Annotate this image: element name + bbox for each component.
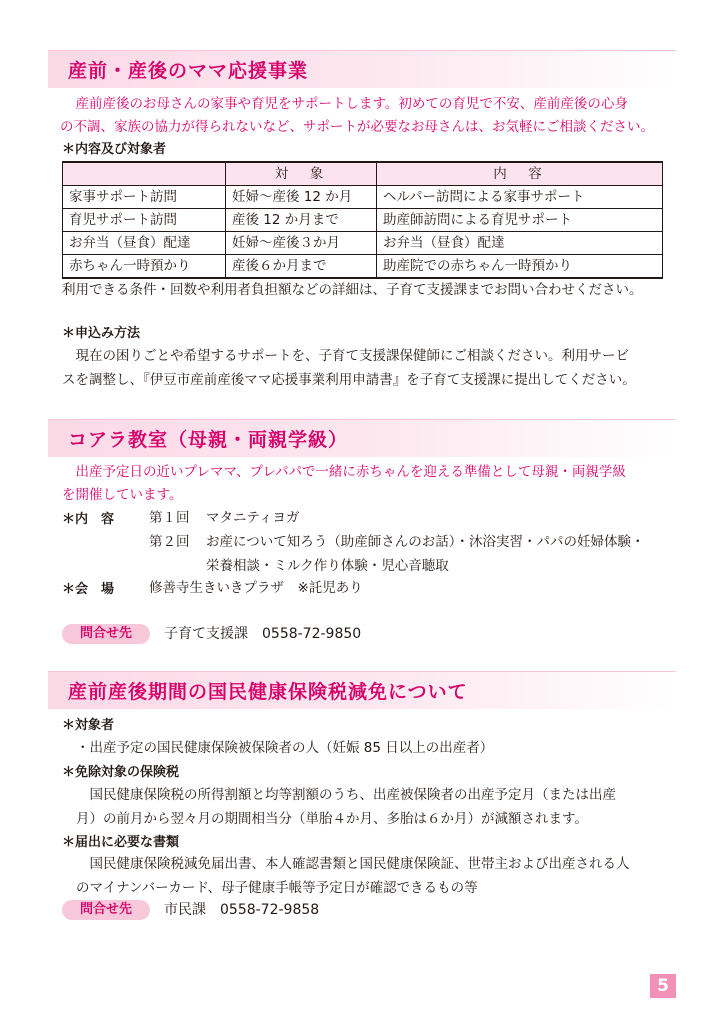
exempt-line: 国民健康保険税の所得割額と均等割額のうち、出産被保険者の出産予定月（または出産 <box>76 787 616 803</box>
session-text <box>206 530 644 578</box>
table-cell: 妊婦～産後３か月 <box>226 232 377 255</box>
table-row <box>63 186 663 209</box>
section-header-support <box>48 50 676 88</box>
session-number: 第１回 <box>149 510 190 526</box>
session-text: マタニティヨガ <box>206 510 300 526</box>
table-cell: 育児サポート訪問 <box>63 209 226 232</box>
table-cell: 産後６か月まで <box>226 255 377 279</box>
table-cell: 助産院での赤ちゃん一時預かり <box>377 255 663 279</box>
intro-line: 産前産後のお母さんの家事や育児をサポートします。初めての育児で不安、産前産後の心身 <box>62 96 628 112</box>
exempt-line: 月）の前月から翌々月の期間相当分（単胎４か月、多胎は６か月）が減額されます。 <box>76 811 588 827</box>
section-title: 産前・産後のママ応援事業 <box>68 60 309 82</box>
apply-label: ＊申込み方法 <box>62 326 141 341</box>
section-title: 産前産後期間の国民健康保険税減免について <box>68 681 468 703</box>
content-label: ＊内容及び対象者 <box>62 142 167 157</box>
intro-line: の不調、家族の協力が得られないなど、サポートが必要なお母さんは、お気軽にご相談ください。 <box>60 119 654 135</box>
table-header-cell: 対 象 <box>226 162 377 186</box>
table-cell: ヘルパー訪問による家事サポート <box>377 186 663 209</box>
table-cell: 妊婦～産後 12 か月 <box>226 186 377 209</box>
intro-line: を開催しています。 <box>62 487 183 503</box>
table-cell: お弁当（昼食）配達 <box>377 232 663 255</box>
section-title: コアラ教室（母親・両親学級） <box>68 429 349 451</box>
section-header-class <box>48 419 676 457</box>
exempt-label: ＊免除対象の保険税 <box>62 765 180 780</box>
service-table <box>62 161 663 279</box>
session-line: お産について知ろう（助産師さんのお話）・沐浴実習・パパの妊婦体験・ <box>206 534 645 550</box>
apply-line: 現在の困りごとや希望するサポートを、子育て支援課保健師にご相談ください。利用サービ <box>62 348 629 364</box>
table-header-row <box>63 162 663 186</box>
docs-line: のマイナンバーカード、母子健康手帳等予定日が確認できるもの等 <box>76 880 478 896</box>
table-header-cell <box>63 162 226 186</box>
apply-line: スを調整し、『伊豆市産前産後ママ応援事業利用申請書』を子育て支援課に提出してください。 <box>62 372 636 388</box>
apply-text <box>62 344 678 392</box>
contact-text: 市民課 0558-72-9858 <box>164 902 320 918</box>
docs-text <box>76 852 678 900</box>
intro-paragraph <box>62 461 678 507</box>
table-cell: お弁当（昼食）配達 <box>63 232 226 255</box>
contact-text: 子育て支援課 0558-72-9850 <box>164 626 362 642</box>
target-label: ＊対象者 <box>62 718 115 733</box>
intro-line: 出産予定日の近いプレママ、プレパパで一緒に赤ちゃんを迎える準備として母親・両親学級 <box>62 464 626 480</box>
session-number: 第２回 <box>149 534 190 550</box>
page-number: 5 <box>650 974 676 998</box>
table-cell: 赤ちゃん一時預かり <box>63 255 226 279</box>
venue-text: 修善寺生きいきプラザ ※託児あり <box>149 580 363 596</box>
table-cell: 助産師訪問による育児サポート <box>377 209 663 232</box>
table-cell: 産後 12 か月まで <box>226 209 377 232</box>
contact-badge: 問合せ先 <box>62 624 150 644</box>
venue-label: ＊会 場 <box>62 582 115 597</box>
docs-line: 国民健康保険税減免届出書、本人確認書類と国民健康保険証、世帯主および出産される人 <box>76 856 630 872</box>
section-header-tax <box>48 671 676 709</box>
session-line: 栄養相談・ミルク作り体験・児心音聴取 <box>206 558 449 574</box>
contact-badge: 問合せ先 <box>62 900 150 920</box>
docs-label: ＊届出に必要な書類 <box>62 835 180 850</box>
table-note: 利用できる条件・回数や利用者負担額などの詳細は、子育て支援課までお問い合わせください。 <box>62 282 643 298</box>
table-row <box>63 232 663 255</box>
content-label: ＊内 容 <box>62 512 115 527</box>
target-text: ・出産予定の国民健康保険被保険者の人（妊娠 85 日以上の出産者） <box>76 740 494 756</box>
table-header-cell: 内 容 <box>377 162 663 186</box>
table-cell: 家事サポート訪問 <box>63 186 226 209</box>
table-row <box>63 255 663 279</box>
table-row <box>63 209 663 232</box>
exempt-text <box>76 783 678 831</box>
intro-paragraph <box>62 93 678 139</box>
